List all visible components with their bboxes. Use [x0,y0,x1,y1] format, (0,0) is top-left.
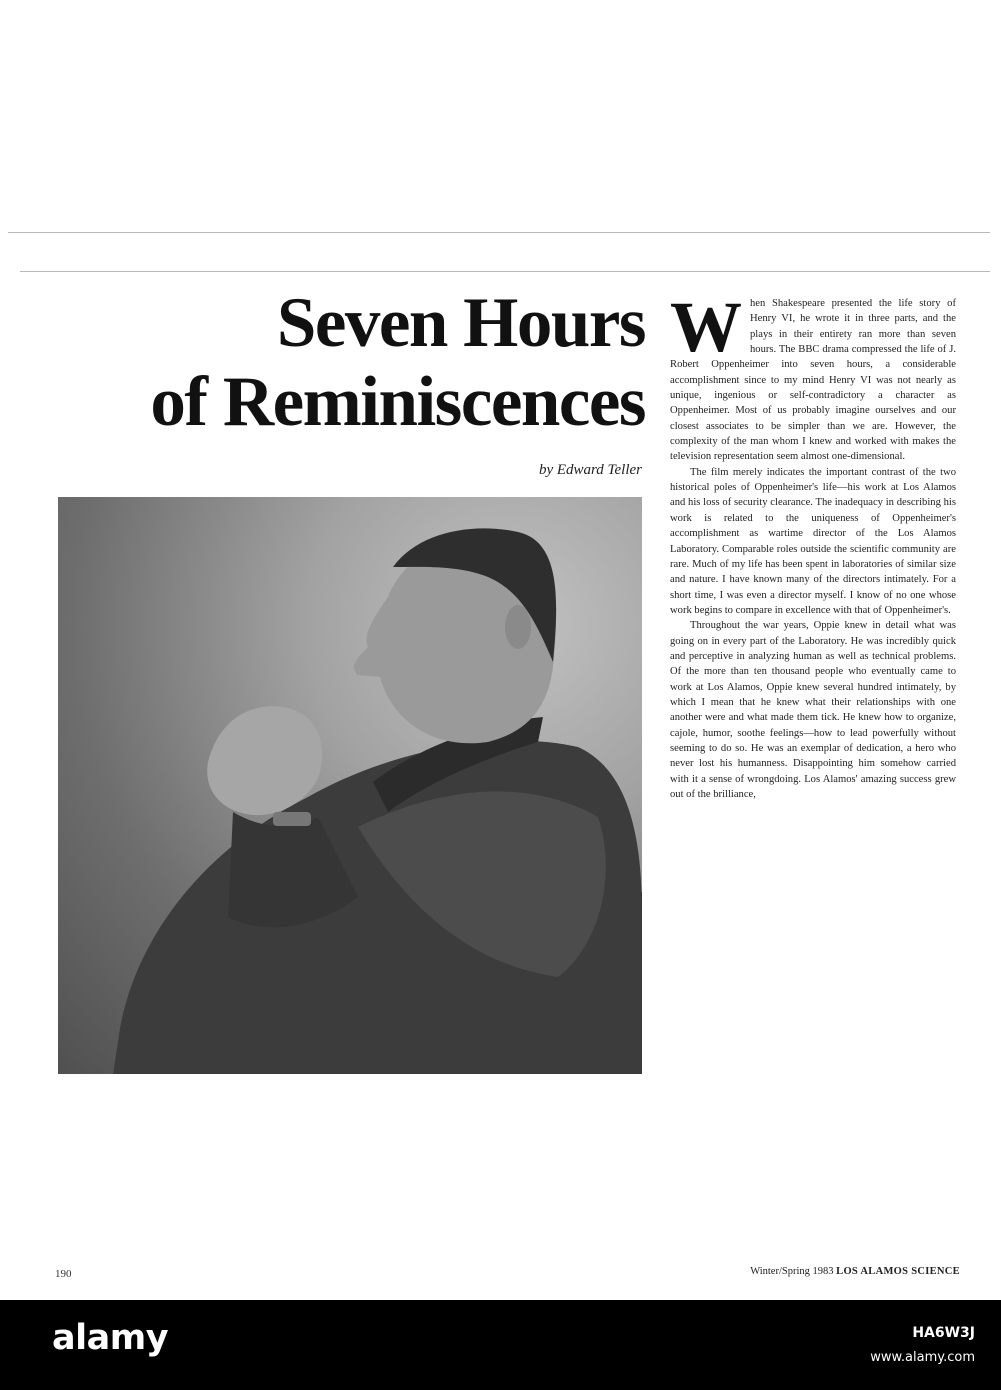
brand-logo: alamy [52,1318,169,1358]
portrait-illustration [58,497,642,1074]
article-paragraph-2: The film merely indicates the important contrast of the two historical poles of Oppenheimer's life—his work at Los Alamos and his loss of security clearance. The inadequacy in describing his work is related to the uniqueness of Oppenheimer's accomplishment as wartime director of the Los Alamos Laboratory. Comparable roles outside the scientific community are rare. Much of my life has been spent in laboratories of similar size and nature. I have known many of the directors intimately. For a short time, I was even a director myself. I know of no one whose work begins to compare in excellence with that of Oppenheimer's. [670,466,956,616]
portrait-photo [58,497,642,1074]
header-rule-top [8,232,990,233]
article-body [670,287,956,802]
article-paragraph-3: Throughout the war years, Oppie knew in detail what was going on in every part of the Laboratory. He was incredibly quick and perceptive in analyzing human as well as technical problems. Of the more than ten thousand people who eventually came to work at Los Alamos, Oppie knew several hundred intimately, by which I mean that he knew what their relationships with one another were and what made them tick. He knew how to organize, cajole, humor, soothe feelings—how to lead powerfully without seeming to do so. He was an exemplar of dedication, a hero who never lost his humanness. Disappointing him somehow carried with it a sense of wrongdoing. Los Alamos' amazing success grew out of the brilliance, [670,620,956,800]
article-paragraph-1-text: hen Shakespeare presented the life story of Henry VI, he wrote it in three parts, and the plays in their entirety ran more than seven hours. The BBC drama compressed the life of J. Robert Oppenheimer into seven hours, a considerable accomplishment since to my mind Henry VI was not nearly as unique, ingenious or self-contradictory a character as Oppenheimer. Most of us probably imagine ourselves and our closest associates to be simpler than we are. However, the complexity of the man whom I knew and worked with makes the television representation seem almost one-dimensional. [670,298,956,463]
ear-shape [505,605,531,649]
article-title [60,284,645,442]
watch-shape [273,812,311,826]
drop-cap: W [670,287,742,367]
article-title-line-2: of Reminiscences [150,363,645,441]
footer-issue-date: Winter/Spring 1983 [750,1266,834,1277]
site-url: www.alamy.com [870,1350,975,1365]
image-id: HA6W3J [912,1325,975,1341]
article-paragraph-1 [670,287,956,465]
article-title-line-1: Seven Hours [276,284,645,362]
page-number: 190 [55,1268,72,1280]
footer-issue-line [680,1266,960,1277]
footer-journal-name: LOS ALAMOS SCIENCE [836,1266,960,1277]
byline: by Edward Teller [538,462,642,478]
header-rule-bottom [20,271,990,272]
